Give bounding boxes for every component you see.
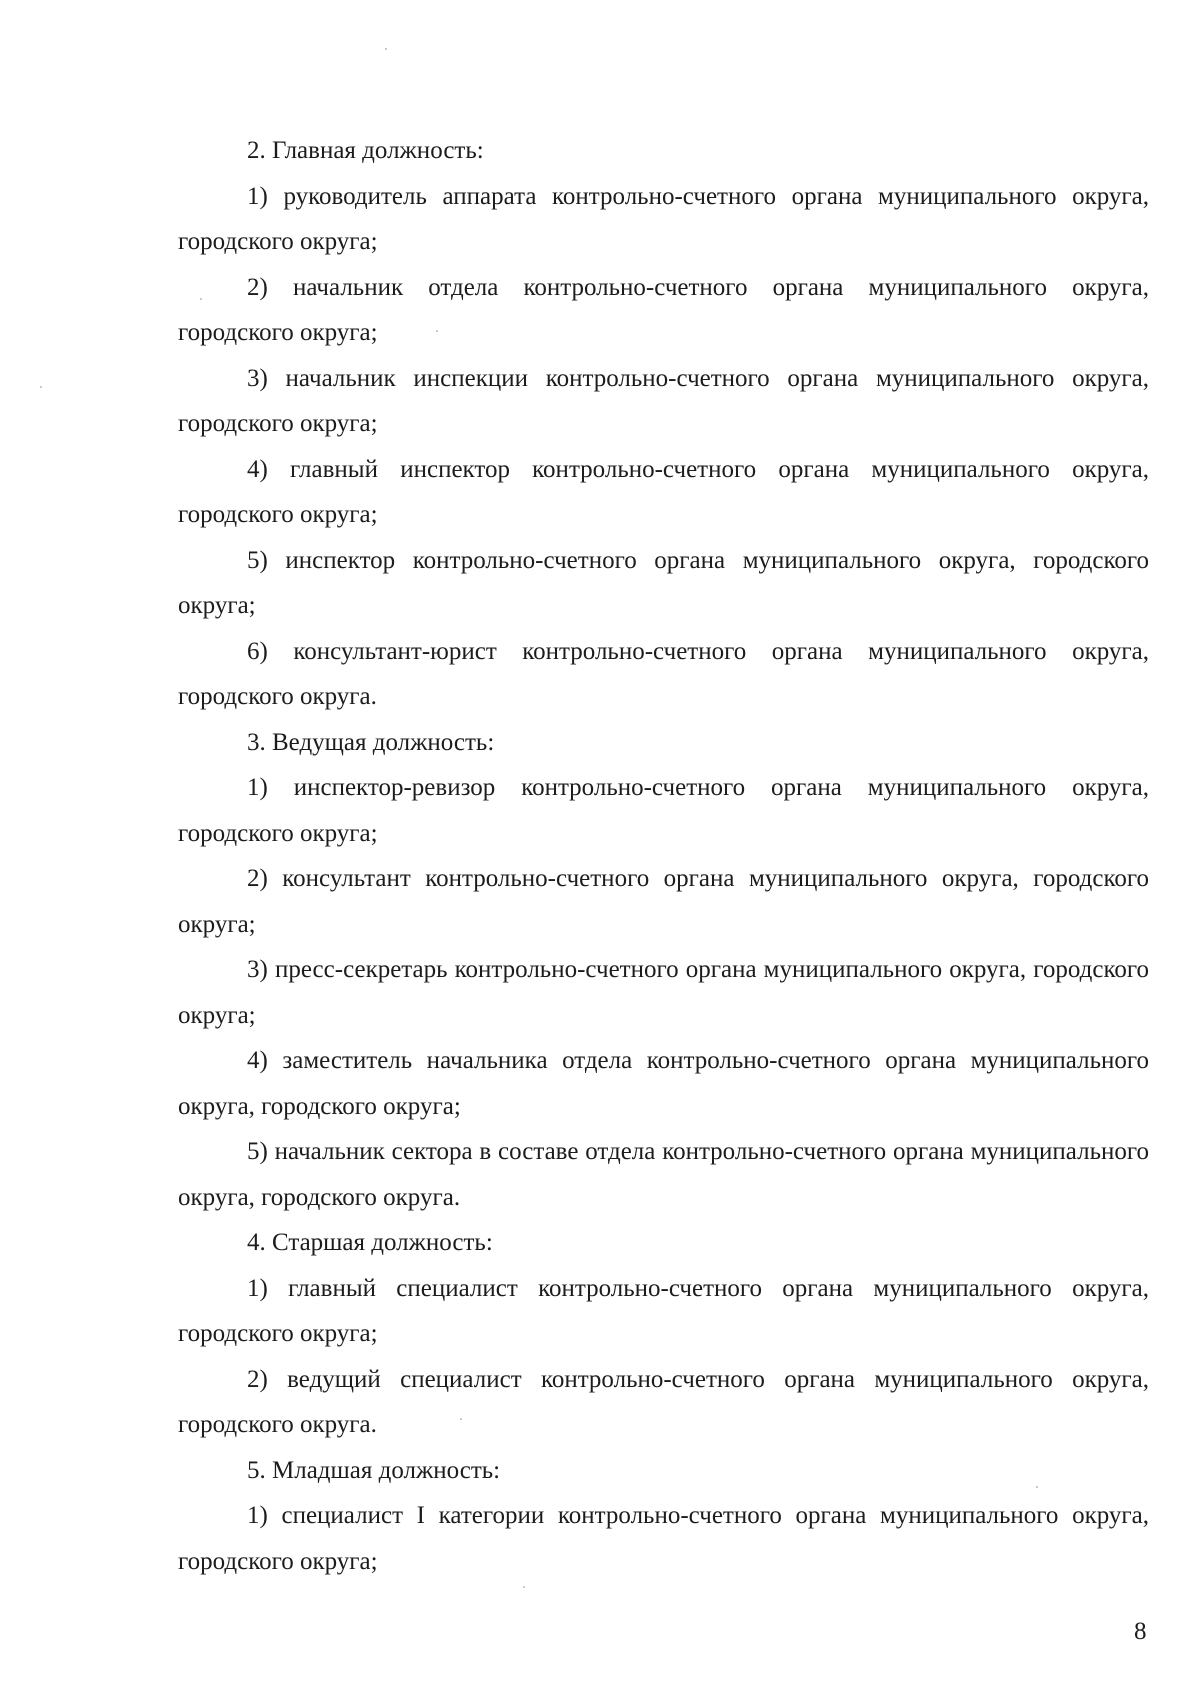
list-item: 2) ведущий специалист контрольно-счетного органа муниципального округа, городского округа.	[178, 1365, 1149, 1438]
list-item: 3) пресс-секретарь контрольно-счетного органа муниципального округа, городского округа;	[178, 956, 1149, 1029]
scan-speck	[385, 48, 387, 50]
document-body	[178, 128, 1149, 1584]
list-item: 1) инспектор-ревизор контрольно-счетного органа муниципального округа, городского округа;	[178, 774, 1149, 847]
scan-speck	[40, 386, 42, 388]
list-item: 2) начальник отдела контрольно-счетного органа муниципального округа, городского округа;	[178, 273, 1149, 346]
section-heading-leading: 3. Ведущая должность:	[247, 728, 495, 756]
section-heading-junior: 5. Младшая должность:	[247, 1456, 501, 1484]
list-item: 3) начальник инспекции контрольно-счетного органа муниципального округа, городского округа;	[178, 364, 1149, 437]
list-item: 4) заместитель начальника отдела контрольно-счетного органа муниципального округа, городского округа;	[178, 1047, 1149, 1120]
list-item: 2) консультант контрольно-счетного органа муниципального округа, городского округа;	[178, 865, 1149, 938]
scan-speck	[523, 1586, 525, 1588]
list-item: 4) главный инспектор контрольно-счетного органа муниципального округа, городского округа;	[178, 455, 1149, 528]
list-item: 1) руководитель аппарата контрольно-счетного органа муниципального округа, городского округа;	[178, 182, 1149, 255]
list-item: 1) специалист I категории контрольно-счетного органа муниципального округа, городского округа;	[178, 1502, 1149, 1575]
section-heading-senior: 4. Старшая должность:	[247, 1229, 493, 1256]
list-item: 5) инспектор контрольно-счетного органа муниципального округа, городского округа;	[178, 546, 1149, 619]
section-heading-senior-chief: 2. Главная должность:	[247, 137, 484, 164]
list-item: 6) консультант-юрист контрольно-счетного органа муниципального округа, городского округа.	[178, 637, 1149, 710]
page-number: 8	[1134, 1618, 1147, 1645]
list-item: 5) начальник сектора в составе отдела контрольно-счетного органа муниципального округа, городского округа.	[178, 1138, 1149, 1211]
list-item: 1) главный специалист контрольно-счетного органа муниципального округа, городского округа;	[178, 1274, 1149, 1347]
